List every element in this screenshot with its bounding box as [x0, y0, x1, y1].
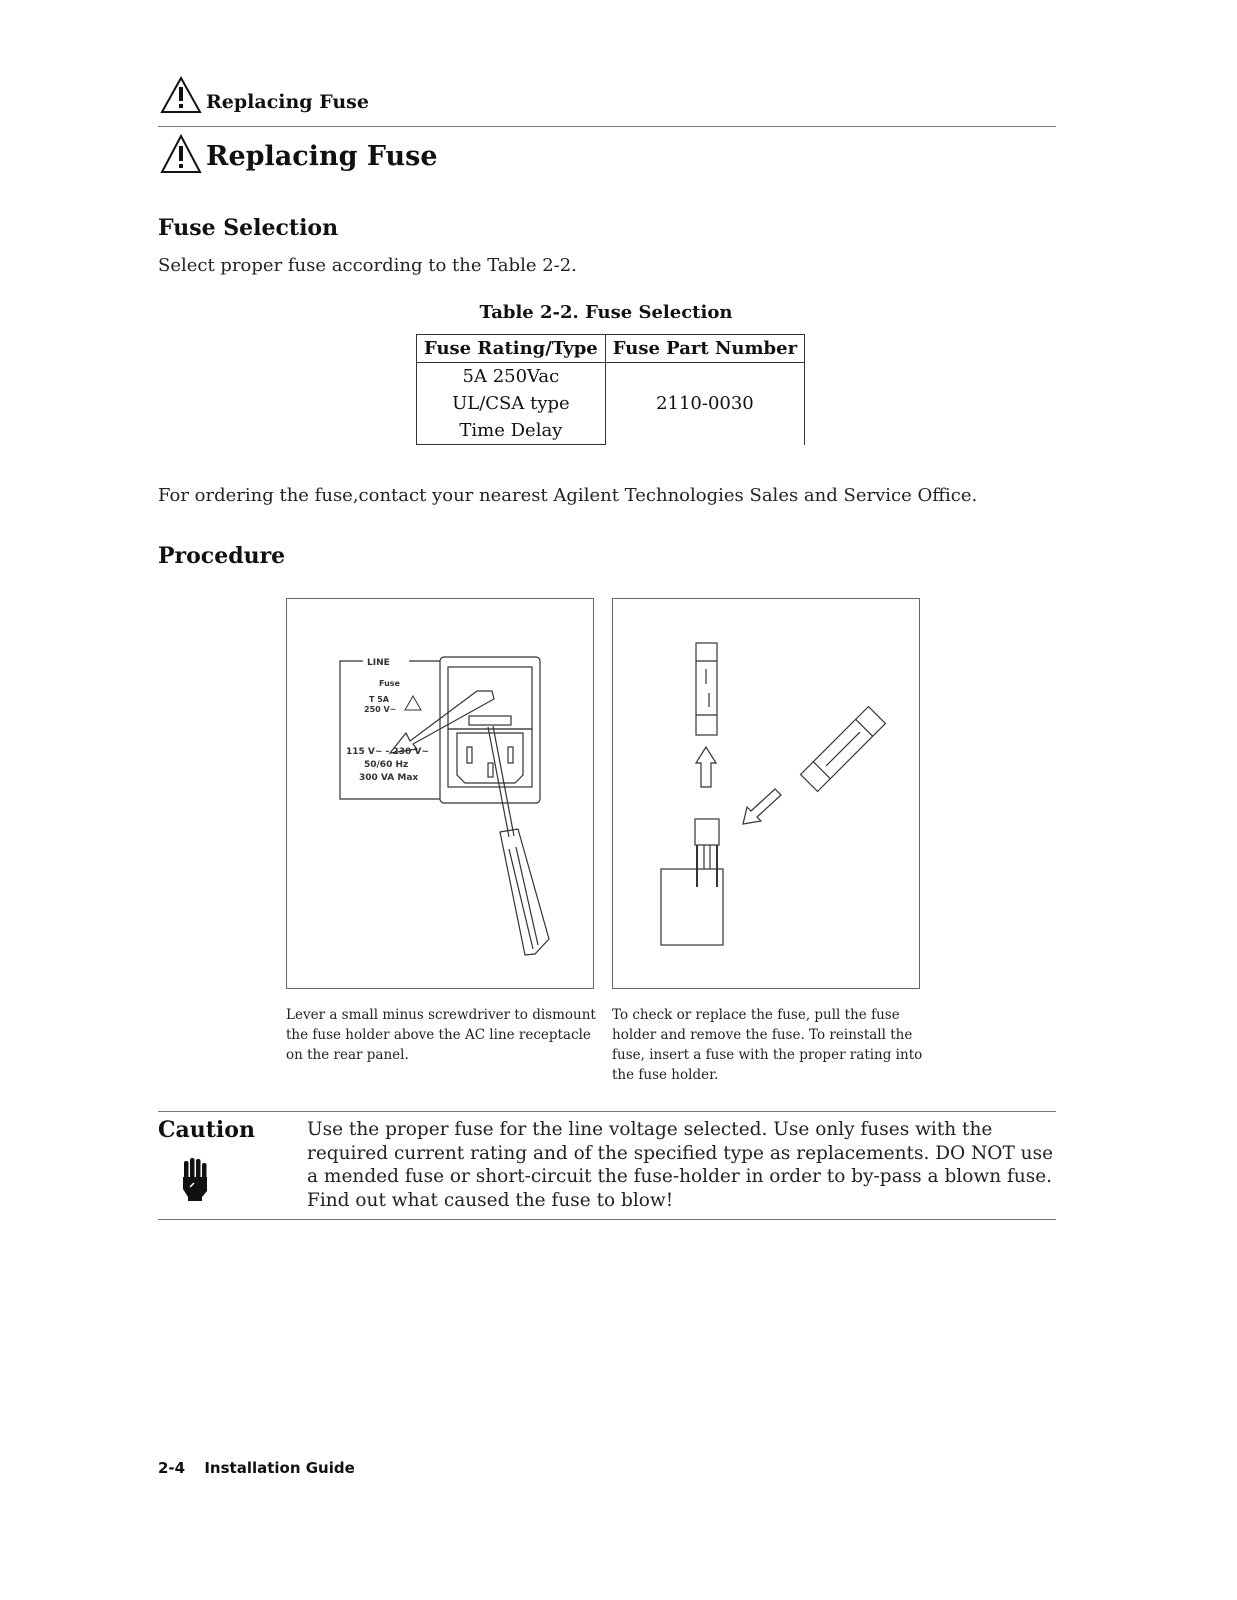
rear-panel-illustration	[287, 599, 593, 988]
table-row	[417, 363, 805, 391]
caution-bottom-rule	[158, 1219, 1056, 1220]
small-warning-icon	[405, 696, 421, 710]
page-number: 2-4	[158, 1459, 186, 1477]
ordering-text: For ordering the fuse,contact your nearest Agilent Technologies Sales and Service Office.	[158, 485, 978, 506]
page-title-text: Replacing Fuse	[206, 141, 438, 172]
table-cell-rating: 5A 250Vac	[417, 363, 606, 391]
fuse-rating-label: T 5A	[369, 695, 389, 704]
fuse-selection-heading: Fuse Selection	[158, 215, 339, 241]
running-header	[160, 76, 369, 114]
caution-top-rule	[158, 1111, 1056, 1112]
table-cell-part-number: 2110-0030	[605, 363, 804, 445]
header-rule	[158, 126, 1056, 127]
figure-fuse-holder	[612, 598, 920, 989]
warning-triangle-icon	[160, 134, 202, 174]
figure1-caption: Lever a small minus screwdriver to dismount the fuse holder above the AC line receptacle on the rear panel.	[286, 1007, 596, 1063]
fuse-selection-intro: Select proper fuse according to the Table 2-2.	[158, 255, 577, 276]
frequency-label: 50/60 Hz	[364, 760, 409, 770]
fuse-label: Fuse	[379, 679, 400, 688]
figure-screwdriver	[286, 598, 594, 989]
caution-text: Use the proper fuse for the line voltage selected. Use only fuses with the required current rating and of the specified type as replacements. DO NOT use a mended fuse or short-circuit the fuse-holder in order to by-pass a blown fuse. Find out what caused the fuse to blow!	[307, 1119, 1054, 1211]
fuse-holder-illustration	[613, 599, 919, 988]
table-cell-rating: UL/CSA type	[417, 390, 606, 417]
running-header-title: Replacing Fuse	[206, 91, 369, 113]
page-footer	[158, 1459, 355, 1477]
procedure-heading: Procedure	[158, 543, 286, 569]
panel-title-label: LINE	[367, 658, 390, 668]
fuse-voltage-label: 250 V~	[364, 705, 397, 714]
table-header-cell: Fuse Rating/Type	[417, 335, 606, 363]
warning-triangle-icon	[160, 76, 202, 114]
table-header-cell: Fuse Part Number	[605, 335, 804, 363]
table-header-row	[417, 335, 805, 363]
table-cell-rating: Time Delay	[417, 417, 606, 445]
power-label: 300 VA Max	[359, 773, 419, 783]
hand-stop-icon	[180, 1157, 210, 1203]
page-title	[160, 134, 438, 174]
figure2-caption: To check or replace the fuse, pull the fuse holder and remove the fuse. To reinstall the fuse, insert a fuse with the proper rating into the fuse holder.	[612, 1007, 923, 1083]
table-caption: Table 2-2. Fuse Selection	[479, 302, 733, 323]
guide-title: Installation Guide	[204, 1459, 355, 1477]
caution-label: Caution	[158, 1117, 255, 1143]
input-voltage-label: 115 V~ - 230 V~	[346, 747, 429, 757]
fuse-selection-table	[416, 334, 805, 445]
